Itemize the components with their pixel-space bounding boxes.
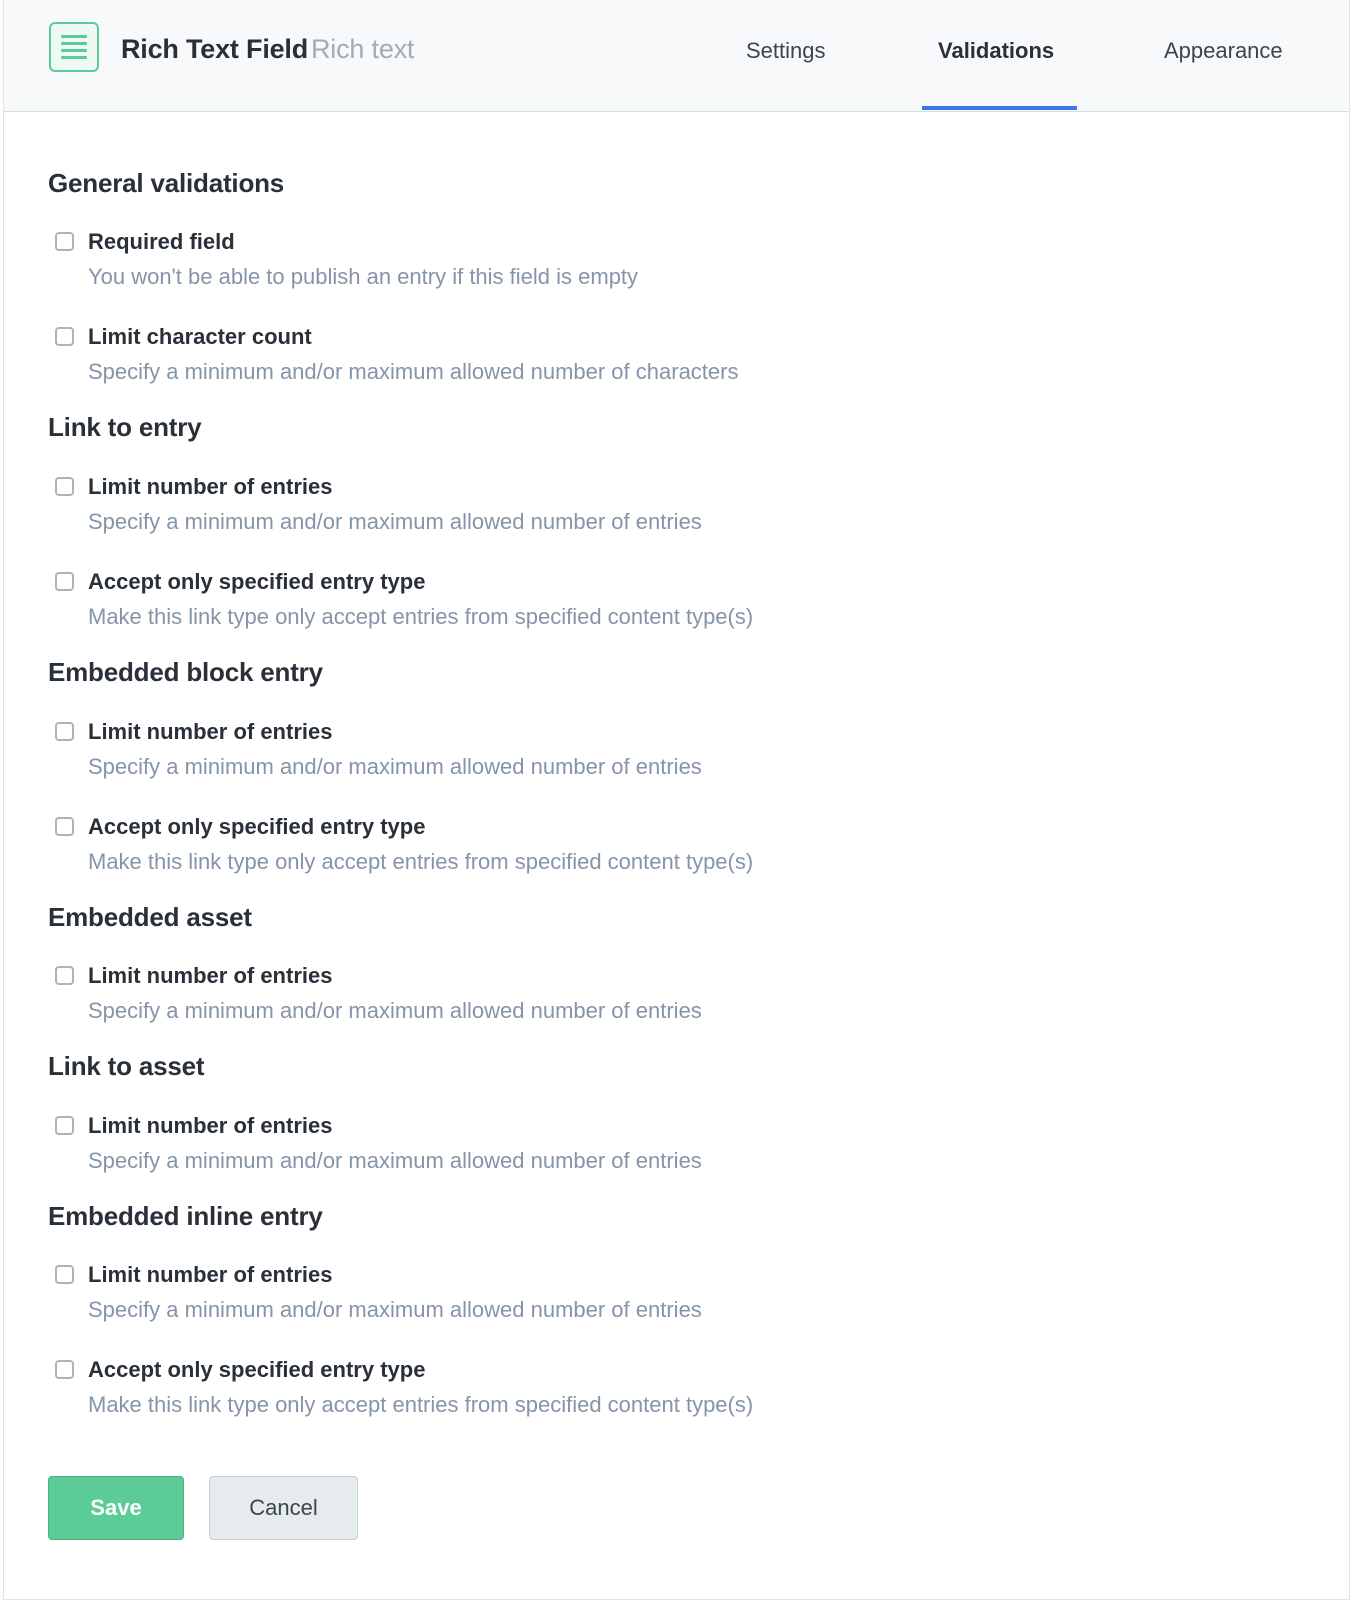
field-type-label: Rich text <box>311 34 415 64</box>
field-dialog <box>3 0 1350 1600</box>
tab-appearance[interactable]: Appearance <box>1164 38 1283 63</box>
option-help: Specify a minimum and/or maximum allowed number of characters <box>88 359 739 384</box>
option-label[interactable]: Limit number of entries <box>88 963 333 988</box>
dialog-header <box>4 0 1349 112</box>
save-button[interactable]: Save <box>48 1476 184 1540</box>
option-help: Make this link type only accept entries from specified content type(s) <box>88 604 754 629</box>
link-entry-type-checkbox[interactable] <box>55 572 74 591</box>
tab-settings[interactable]: Settings <box>746 38 826 63</box>
required-field-checkbox[interactable] <box>55 232 74 251</box>
inline-entry-type-checkbox[interactable] <box>55 1360 74 1379</box>
block-entry-type-checkbox[interactable] <box>55 817 74 836</box>
option-label[interactable]: Required field <box>88 229 235 254</box>
option-label[interactable]: Limit number of entries <box>88 719 333 744</box>
option-help: Specify a minimum and/or maximum allowed number of entries <box>88 509 702 534</box>
option-label[interactable]: Limit number of entries <box>88 1113 333 1138</box>
section-title-embedded-inline-entry: Embedded inline entry <box>48 1201 323 1231</box>
inline-entry-limit-checkbox[interactable] <box>55 1265 74 1284</box>
section-title-embedded-block-entry: Embedded block entry <box>48 657 323 687</box>
rich-text-field-icon <box>49 22 99 72</box>
section-title-link-to-asset: Link to asset <box>48 1051 205 1081</box>
embedded-asset-limit-checkbox[interactable] <box>55 966 74 985</box>
limit-character-count-checkbox[interactable] <box>55 327 74 346</box>
option-label[interactable]: Limit number of entries <box>88 474 333 499</box>
option-label[interactable]: Limit character count <box>88 324 312 349</box>
active-tab-indicator <box>922 106 1077 110</box>
option-help: Specify a minimum and/or maximum allowed number of entries <box>88 998 702 1023</box>
option-help: Specify a minimum and/or maximum allowed number of entries <box>88 1148 702 1173</box>
tab-validations[interactable]: Validations <box>938 38 1055 63</box>
link-asset-limit-checkbox[interactable] <box>55 1116 74 1135</box>
option-label[interactable]: Accept only specified entry type <box>88 1357 426 1382</box>
option-help: You won't be able to publish an entry if this field is empty <box>88 264 639 289</box>
option-label[interactable]: Accept only specified entry type <box>88 569 426 594</box>
section-title-embedded-asset: Embedded asset <box>48 902 252 932</box>
section-title-link-to-entry: Link to entry <box>48 412 202 442</box>
block-entry-limit-checkbox[interactable] <box>55 722 74 741</box>
option-label[interactable]: Limit number of entries <box>88 1262 333 1287</box>
section-title-general-validations: General validations <box>48 168 285 198</box>
cancel-button[interactable]: Cancel <box>209 1476 358 1540</box>
option-help: Make this link type only accept entries from specified content type(s) <box>88 849 754 874</box>
option-help: Specify a minimum and/or maximum allowed number of entries <box>88 1297 702 1322</box>
field-title: Rich Text Field <box>121 34 309 64</box>
option-label[interactable]: Accept only specified entry type <box>88 814 426 839</box>
option-help: Specify a minimum and/or maximum allowed number of entries <box>88 754 702 779</box>
link-entry-limit-checkbox[interactable] <box>55 477 74 496</box>
option-help: Make this link type only accept entries from specified content type(s) <box>88 1392 754 1417</box>
